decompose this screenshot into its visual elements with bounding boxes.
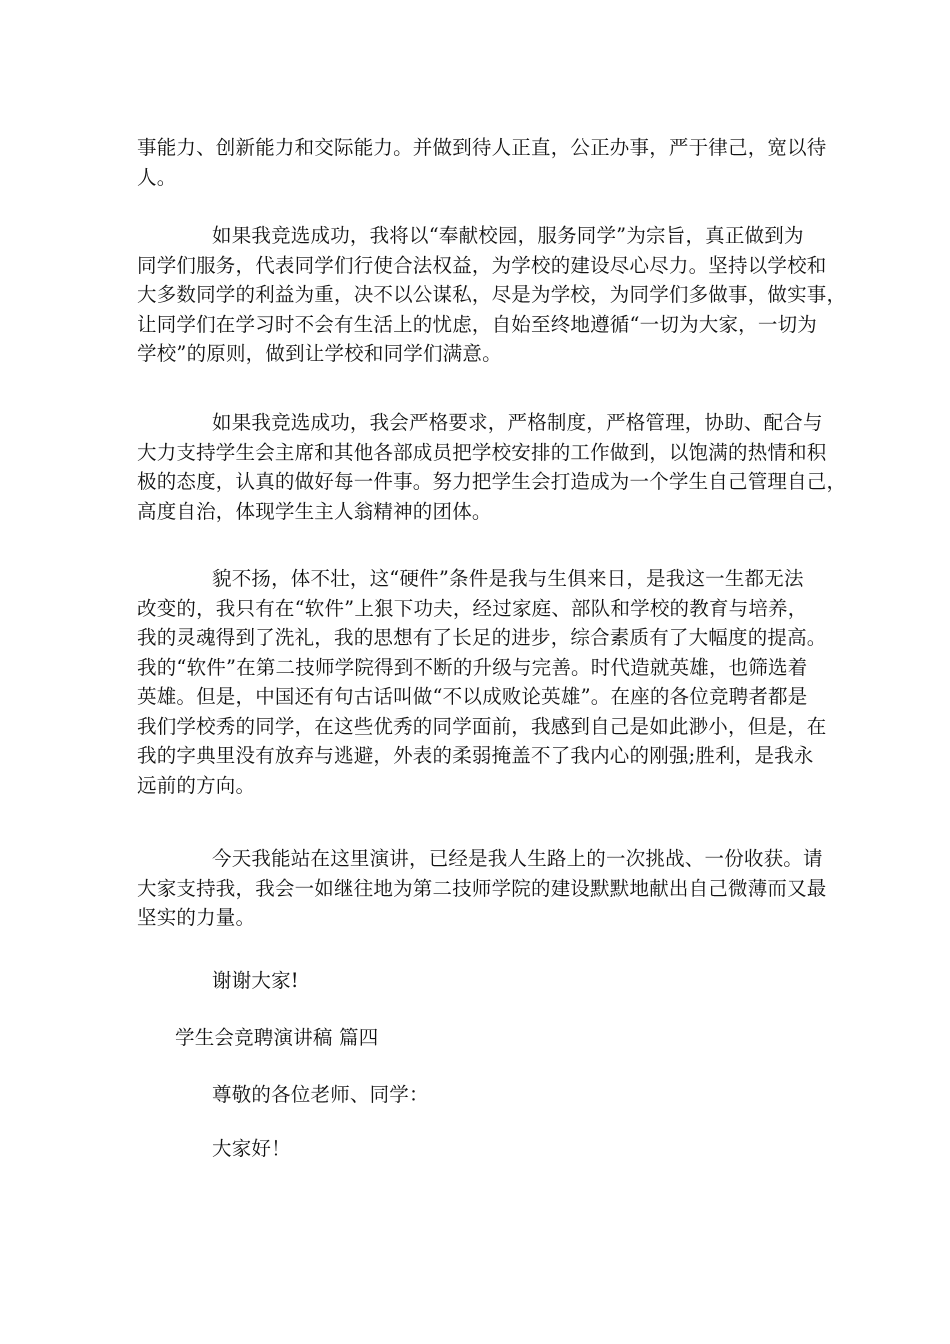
text-line: 我的字典里没有放弃与逃避，外表的柔弱掩盖不了我内心的刚强;胜利，是我永 <box>137 744 814 767</box>
paragraph-1 <box>137 133 827 192</box>
text-line: 远前的方向。 <box>137 773 256 797</box>
text-line: 如果我竞选成功，我会严格要求，严格制度，严格管理，协助、配合与 <box>212 411 823 434</box>
text-line: 改变的，我只有在“软件”上狠下功夫，经过家庭、部队和学校的教育与培养， <box>137 596 808 620</box>
text-line: 貌不扬，体不壮，这“硬件”条件是我与生俱来日，是我这一生都无法 <box>212 567 804 590</box>
text-line: 谢谢大家! <box>212 969 299 992</box>
text-line: 英雄。但是，中国还有句古话叫做“不以成败论英雄”。在座的各位竞聘者都是 <box>137 685 808 708</box>
paragraph-4 <box>137 564 827 800</box>
text-line: 大力支持学生会主席和其他各部成员把学校安排的工作做到，以饱满的热情和积 <box>137 440 827 464</box>
paragraph-2 <box>137 221 847 369</box>
text-line: 事能力、创新能力和交际能力。并做到待人正直，公正办事，严于律己，宽以待 <box>137 136 827 159</box>
text-line: 我的“软件”在第二技师学院得到不断的升级与完善。时代造就英雄，也筛选着 <box>137 655 808 679</box>
paragraph-3 <box>137 408 847 526</box>
salutation <box>137 1080 813 1110</box>
heading-text: 学生会竞聘演讲稿 篇四 <box>175 1026 379 1049</box>
text-line: 让同学们在学习时不会有生活上的忧虑，自始至终地遵循“一切为大家，一切为 <box>137 312 817 336</box>
greeting-text: 大家好！ <box>212 1137 291 1160</box>
text-line: 大多数同学的利益为重，决不以公谋私，尽是为学校，为同学们多做事，做实事， <box>137 283 847 306</box>
salutation-text: 尊敬的各位老师、同学： <box>212 1083 429 1106</box>
text-line: 大家支持我，我会一如继往地为第二技师学院的建设默默地献出自己微薄而又最 <box>137 876 827 900</box>
section-heading <box>137 1023 813 1053</box>
text-line: 学校”的原则，做到让学校和同学们满意。 <box>137 342 502 365</box>
text-line: 极的态度，认真的做好每一件事。努力把学生会打造成为一个学生自己管理自己， <box>137 470 847 493</box>
text-line: 坚实的力量。 <box>137 906 256 929</box>
text-line: 今天我能站在这里演讲，已经是我人生路上的一次挑战、一份收获。请 <box>212 847 823 870</box>
paragraph-5 <box>137 844 827 933</box>
text-line: 我们学校秀的同学，在这些优秀的同学面前，我感到自己是如此渺小，但是，在 <box>137 714 827 738</box>
text-line: 如果我竞选成功，我将以“奉献校园，服务同学”为宗旨，真正做到为 <box>212 224 804 247</box>
text-line: 人。 <box>137 165 177 189</box>
closing-thanks <box>137 966 813 996</box>
greeting <box>137 1134 813 1164</box>
text-line: 高度自治，体现学生主人翁精神的团体。 <box>137 499 492 523</box>
text-line: 我的灵魂得到了洗礼，我的思想有了长足的进步，综合素质有了大幅度的提高。 <box>137 626 827 649</box>
text-line: 同学们服务，代表同学们行使合法权益，为学校的建设尽心尽力。坚持以学校和 <box>137 253 827 277</box>
